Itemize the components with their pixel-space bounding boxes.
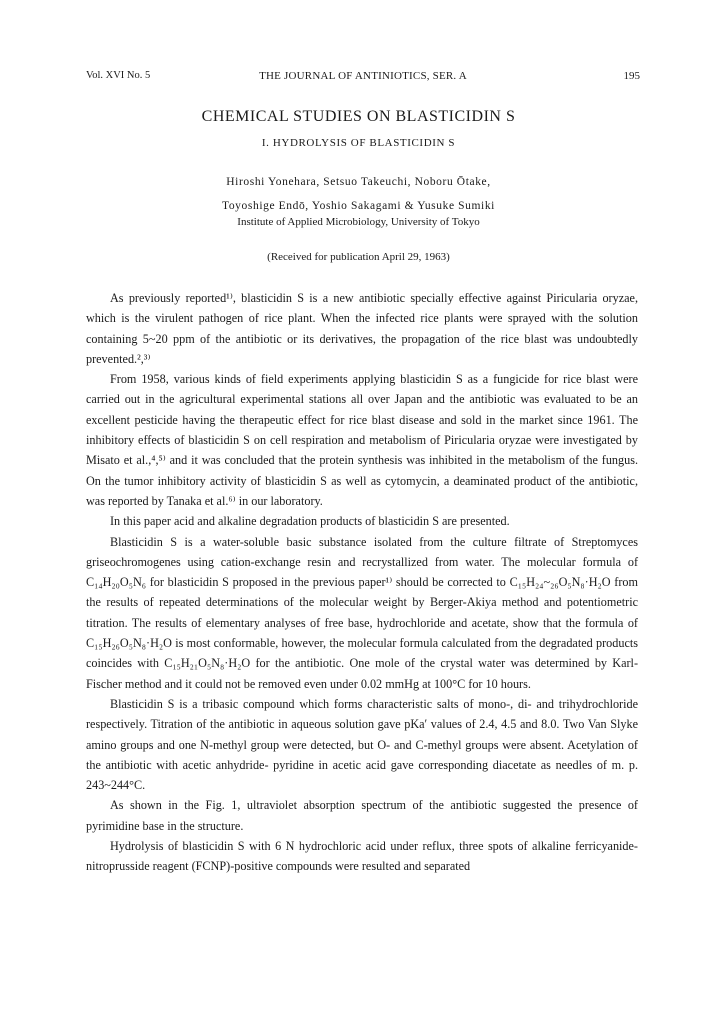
- paragraph: Blasticidin S is a tribasic compound which forms characteristic salts of mono-, di- and trihydrochloride respectively. Titration of the antibiotic in aqueous solution gave pKa′ values of 2.4, 4.5 and 8.0. Two Van Slyke amino groups and one N-methyl group were detected, but O- and C-methyl groups were absent. Acetylation of the antibiotic with acetic anhydride- pyridine in acetic acid gave corresponding diacetate as needles of m. p. 243~244°C.: [86, 696, 638, 793]
- paragraph: Blasticidin S is a water-soluble basic substance isolated from the culture filtrate of Streptomyces griseochromogenes using cation-exchange resin and recrystallized from water. The molecular formula of C₁₄H₂₀O₅N₆ for blasticidin S proposed in the previous paper¹⁾ should be corrected to C₁₅H₂₄~₂₆O₅N₈·H₂O from the results of repeated determinations of the molecular weight by Berger-Akiya method and potentiometric titration. The results of elementary analyses of free base, hydrochloride and acetate, show that the formula of C₁₅H₂₆O₅N₈·H₂O is most conformable, however, the molecular formula calculated from the degradated products coincides with C₁₅H₂₁O₅N₈·H₂O for the antibiotic. One mole of the crystal water was determined by Karl-Fischer method and it could not be removed even under 0.02 mmHg at 100°C for 10 hours.: [86, 534, 638, 691]
- paragraph: As shown in the Fig. 1, ultraviolet absorption spectrum of the antibiotic suggested the presence of pyrimidine base in the structure.: [86, 798, 638, 833]
- paragraph: From 1958, various kinds of field experiments applying blasticidin S as a fungicide for rice blast were carried out in the agricultural experimental stations all over Japan and the antibiotic was evaluated to be an excellent pesticide having the therapeutic effect for rice blast disease and sold in the market since 1961. The inhibitory effects of blasticidin S on cell respiration and metabolism of Piricularia oryzae were investigated by Misato et al.,⁴,⁵⁾ and it was concluded that the protein synthesis was inhibited in the metabolism of the fungus. On the tumor inhibitory activity of blasticidin S as well as cytomycin, a deaminated product of the antibiotic, was reported by Tanaka et al.⁶⁾ in our laboratory.: [86, 372, 638, 508]
- author-line-2: Toyoshige Endō, Yoshio Sakagami & Yusuke Sumiki: [222, 200, 495, 212]
- author-line-1: Hiroshi Yonehara, Setsuo Takeuchi, Noboru Ōtake,: [226, 176, 491, 188]
- paragraph: In this paper acid and alkaline degradation products of blasticidin S are presented.: [110, 514, 510, 529]
- article-subtitle: I. HYDROLYSIS OF BLASTICIDIN S: [261, 137, 456, 149]
- article-body: [86, 288, 638, 877]
- running-header: [86, 70, 640, 86]
- author-list: [0, 170, 717, 218]
- article-title: CHEMICAL STUDIES ON BLASTICIDIN S: [201, 108, 516, 125]
- volume-issue: Vol. XVI No. 5: [86, 70, 151, 81]
- journal-name: THE JOURNAL OF ANTINIOTICS, SER. A: [259, 70, 467, 82]
- page-number: 195: [623, 70, 640, 82]
- paragraph: As previously reported¹⁾, blasticidin S is a new antibiotic specially effective against Piricularia oryzae, which is the virulent pathogen of rice plant. When the infected rice plants were sprayed with the solution containing 5~20 ppm of the antibiotic or its derivatives, the propagation of the rice blast was undoubtedly prevented.²,³⁾: [86, 291, 638, 366]
- institution: Institute of Applied Microbiology, University of Tokyo: [237, 216, 480, 228]
- paragraph: Hydrolysis of blasticidin S with 6 N hydrochloric acid under reflux, three spots of alkaline ferricyanide-nitroprusside reagent (FCNP)-positive compounds were resulted and separated: [86, 839, 638, 874]
- received-date: (Received for publication April 29, 1963): [267, 251, 450, 263]
